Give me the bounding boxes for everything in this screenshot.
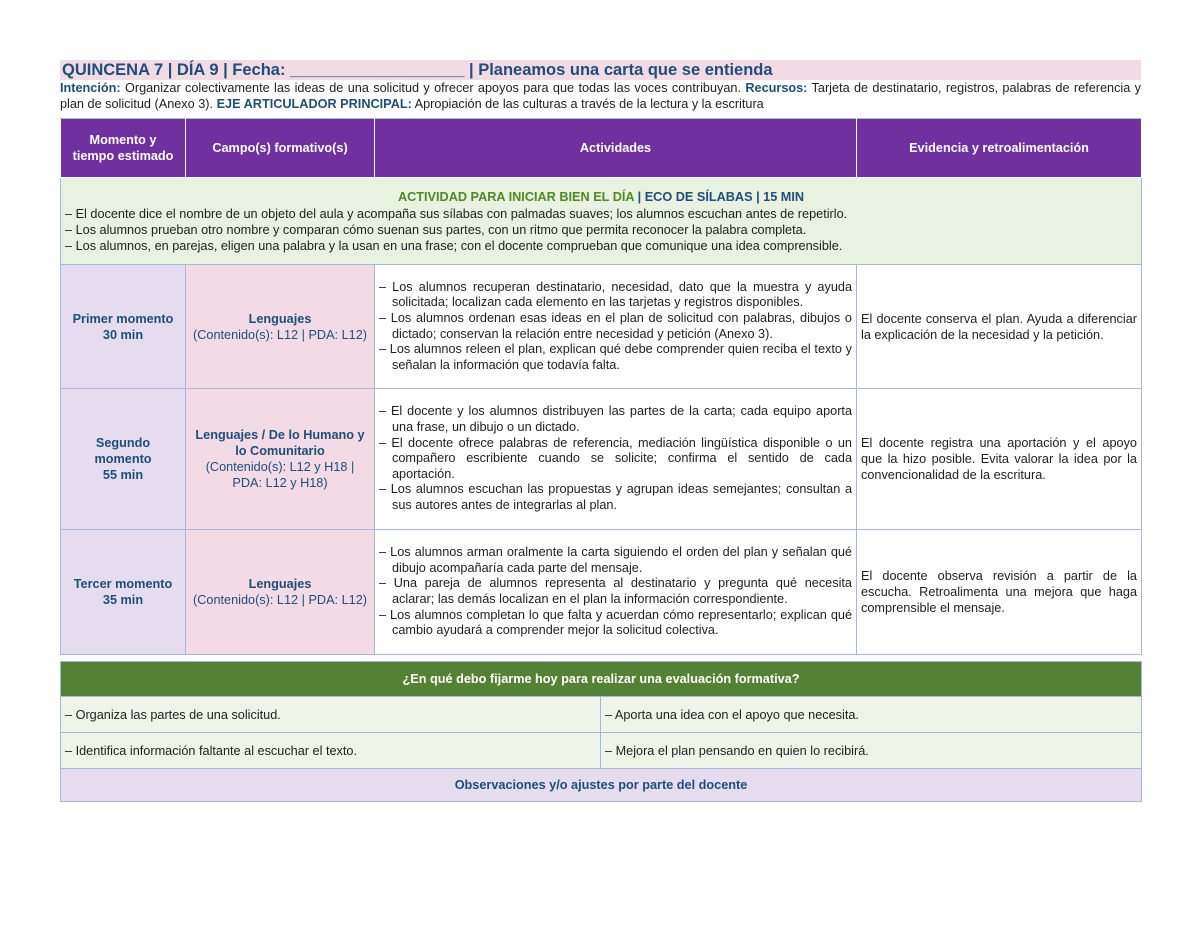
activity-item: – El docente ofrece palabras de referencia, mediación lingüística disponible o un compañero escribiente cuando se solicite; confirma el sentido de cada aportación. xyxy=(379,435,852,481)
observations-title: Observaciones y/o ajustes por parte del docente xyxy=(61,769,1142,802)
initial-activity-line: – Los alumnos prueban otro nombre y comparan cómo suenan sus partes, con un ritmo que permita reconocer la palabra completa. xyxy=(65,222,807,237)
campo-name: Lenguajes xyxy=(248,311,312,326)
axis-label: EJE ARTICULADOR PRINCIPAL: xyxy=(216,97,412,111)
evaluation-item: – Identifica información faltante al escuchar el texto. xyxy=(61,733,601,769)
activity-item: – Los alumnos completan lo que falta y acuerdan cómo representarlo; explican qué cambio ayudará a comprender mejor la solicitud colectiva. xyxy=(379,607,852,638)
moment-time: 35 min xyxy=(102,593,144,607)
campo-detail: (Contenido(s): L12 | PDA: L12) xyxy=(193,593,367,607)
initial-activity-line: – Los alumnos, en parejas, eligen una palabra y la usan en una frase; con el docente comprueban que comunique una idea comprensible. xyxy=(65,238,843,253)
moment-name: Tercer momento xyxy=(73,577,173,591)
resources-label: Recursos: xyxy=(745,81,808,95)
campo-name: Lenguajes / De lo Humano y lo Comunitario xyxy=(195,428,365,458)
table-row xyxy=(61,389,1142,530)
activity-item: – Los alumnos releen el plan, explican qué debe comprender quien reciba el texto y señalan la información que todavía falta. xyxy=(379,342,852,372)
initial-activity-title-detail: | ECO DE SÍLABAS | 15 MIN xyxy=(634,189,805,204)
moment-cell xyxy=(61,389,186,530)
column-header-moment: Momento y tiempo estimado xyxy=(61,119,186,178)
activity-item: – Los alumnos arman oralmente la carta siguiendo el orden del plan y señalan qué dibujo acompañaría cada parte del mensaje. xyxy=(379,545,852,575)
evaluation-title: ¿En qué debo fijarme hoy para realizar una evaluación formativa? xyxy=(61,662,1142,697)
intention-paragraph xyxy=(60,80,1141,112)
moment-cell xyxy=(61,530,186,655)
activity-item: – Los alumnos recuperan destinatario, necesidad, dato que la muestra y ayuda solicitada; localizan cada elemento en las tarjetas y registros disponibles. xyxy=(379,279,852,310)
table-row xyxy=(61,733,1142,769)
activities-cell xyxy=(375,389,857,530)
evaluation-header-row xyxy=(61,662,1142,697)
planning-page xyxy=(60,60,1141,802)
planning-table xyxy=(60,118,1142,655)
evaluation-item: – Aporta una idea con el apoyo que necesita. xyxy=(601,697,1142,733)
axis-text: Apropiación de las culturas a través de la lectura y la escritura xyxy=(411,97,764,111)
campo-cell xyxy=(186,265,375,389)
initial-activity-title xyxy=(65,189,1137,205)
initial-activity-row xyxy=(61,178,1142,265)
evidence-cell: El docente observa revisión a partir de la escucha. Retroalimenta una mejora que haga comprensible el mensaje. xyxy=(857,530,1142,655)
initial-activity-title-main: ACTIVIDAD PARA INICIAR BIEN EL DÍA xyxy=(397,189,635,204)
activity-item: – Una pareja de alumnos representa al destinatario y pregunta qué necesita aclarar; las demás localizan en el plan la información correspondiente. xyxy=(379,576,852,606)
campo-detail: (Contenido(s): L12 y H18 | PDA: L12 y H18) xyxy=(205,460,355,490)
campo-detail: (Contenido(s): L12 | PDA: L12) xyxy=(193,327,367,342)
campo-name: Lenguajes xyxy=(248,577,312,591)
table-row xyxy=(61,530,1142,655)
column-header-evidence: Evidencia y retroalimentación xyxy=(857,119,1142,178)
activities-cell xyxy=(375,265,857,389)
table-row xyxy=(61,265,1142,389)
initial-activity-line: – El docente dice el nombre de un objeto del aula y acompaña sus sílabas con palmadas suaves; los alumnos escuchan antes de repetirlo. xyxy=(65,206,848,221)
moment-time: 55 min xyxy=(102,468,144,482)
moment-cell xyxy=(61,265,186,389)
campo-cell xyxy=(186,530,375,655)
evaluation-item: – Mejora el plan pensando en quien lo recibirá. xyxy=(601,733,1142,769)
campo-cell xyxy=(186,389,375,530)
table-header-row xyxy=(61,119,1142,178)
evidence-cell: El docente conserva el plan. Ayuda a diferenciar la explicación de la necesidad y la petición. xyxy=(857,265,1142,389)
activity-item: – El docente y los alumnos distribuyen las partes de la carta; cada equipo aporta una frase, un dibujo o un dictado. xyxy=(379,404,852,435)
activity-item: – Los alumnos escuchan las propuestas y agrupan ideas semejantes; consultan a sus autores antes de integrarlas al plan. xyxy=(379,482,852,512)
column-header-activities: Actividades xyxy=(375,119,857,178)
observations-row xyxy=(61,769,1142,802)
activities-cell xyxy=(375,530,857,655)
initial-activity-cell xyxy=(61,178,1142,265)
page-title: QUINCENA 7 | DÍA 9 | Fecha: ___________________ | Planeamos una carta que se entienda xyxy=(60,60,1141,80)
intention-label: Intención: xyxy=(60,81,121,95)
evidence-cell: El docente registra una aportación y el apoyo que la hizo posible. Evita valorar la idea por la convencionalidad de la escritura. xyxy=(857,389,1142,530)
evaluation-table xyxy=(60,661,1142,802)
moment-time: 30 min xyxy=(102,327,144,342)
resources-text: Tarjeta de destinatario, registros, palabras de referencia y plan de solicitud (Anexo 3). xyxy=(60,81,1142,111)
table-row xyxy=(61,697,1142,733)
moment-name: Segundo momento xyxy=(94,436,152,466)
intention-text: Organizar colectivamente las ideas de una solicitud y ofrecer apoyos para que todas las voces contribuyan. xyxy=(120,81,746,95)
moment-name: Primer momento xyxy=(72,311,174,326)
evaluation-item: – Organiza las partes de una solicitud. xyxy=(61,697,601,733)
activity-item: – Los alumnos ordenan esas ideas en el plan de solicitud con palabras, dibujos o dictado; conservan la relación entre necesidad y petición (Anexo 3). xyxy=(379,310,852,341)
column-header-campo: Campo(s) formativo(s) xyxy=(186,119,375,178)
